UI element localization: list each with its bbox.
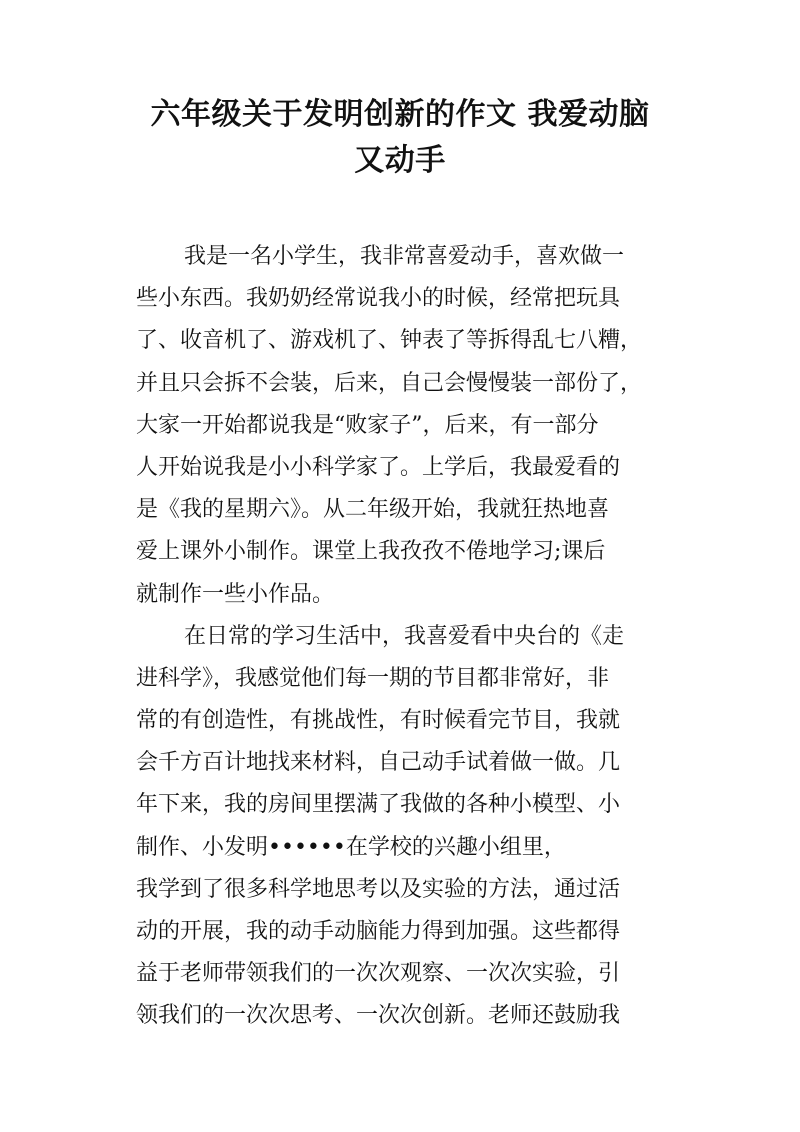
paragraph-1-line-7: 是《我的星期六》。从二年级开始，我就狂热地喜	[136, 497, 610, 523]
paragraph-1-line-2: 些小东西。我奶奶经常说我小的时候，经常把玩具	[136, 286, 621, 312]
paragraph-1-line-1: 我是一名小学生，我非常喜爱动手，喜欢做一	[184, 244, 625, 269]
paragraph-1-line-5: 大家一开始都说我是“败家子”，后来，有一部分	[136, 412, 599, 438]
title-line-2: 又动手	[354, 143, 446, 178]
paragraph-2-line-5: 年下来，我的房间里摆满了我做的各种小模型、小	[136, 792, 621, 818]
paragraph-2-line-8: 动的开展，我的动手动脑能力得到加强。这些都得	[136, 919, 621, 944]
title-line-1: 六年级关于发明创新的作文 我爱动脑	[150, 97, 650, 132]
paragraph-1-line-9: 就制作一些小作品。	[136, 581, 335, 607]
paragraph-1-line-4: 并且只会拆不会装，后来，自己会慢慢装一部份了，	[136, 370, 643, 396]
paragraph-1-line-8: 爱上课外小制作。课堂上我孜孜不倦地学习;课后	[136, 539, 606, 565]
essay-body	[136, 236, 672, 1038]
paragraph-2-line-9: 益于老师带领我们的一次次观察、一次次实验，引	[136, 961, 621, 987]
paragraph-1-line-6: 人开始说我是小小科学家了。上学后，我最爱看的	[136, 454, 621, 480]
paragraph-2-line-3: 常的有创造性，有挑战性，有时候看完节目，我就	[136, 708, 621, 734]
paragraph-2-line-6: 制作、小发明••••••在学校的兴趣小组里，	[136, 834, 566, 860]
paragraph-2-line-4: 会千方百计地找来材料，自己动手试着做一做。几	[136, 750, 621, 776]
paragraph-2-line-2: 进科学》，我感觉他们每一期的节目都非常好，非	[136, 665, 610, 691]
paragraph-2-line-1: 在日常的学习生活中，我喜爱看中央台的《走	[184, 623, 625, 649]
paragraph-2-line-10: 领我们的一次次思考、一次次创新。老师还鼓励我	[136, 1003, 621, 1029]
paragraph-1-line-3: 了、收音机了、游戏机了、钟表了等拆得乱七八糟，	[136, 328, 643, 354]
document-title	[120, 92, 680, 184]
paragraph-2-line-7: 我学到了很多科学地思考以及实验的方法，通过活	[136, 876, 621, 902]
